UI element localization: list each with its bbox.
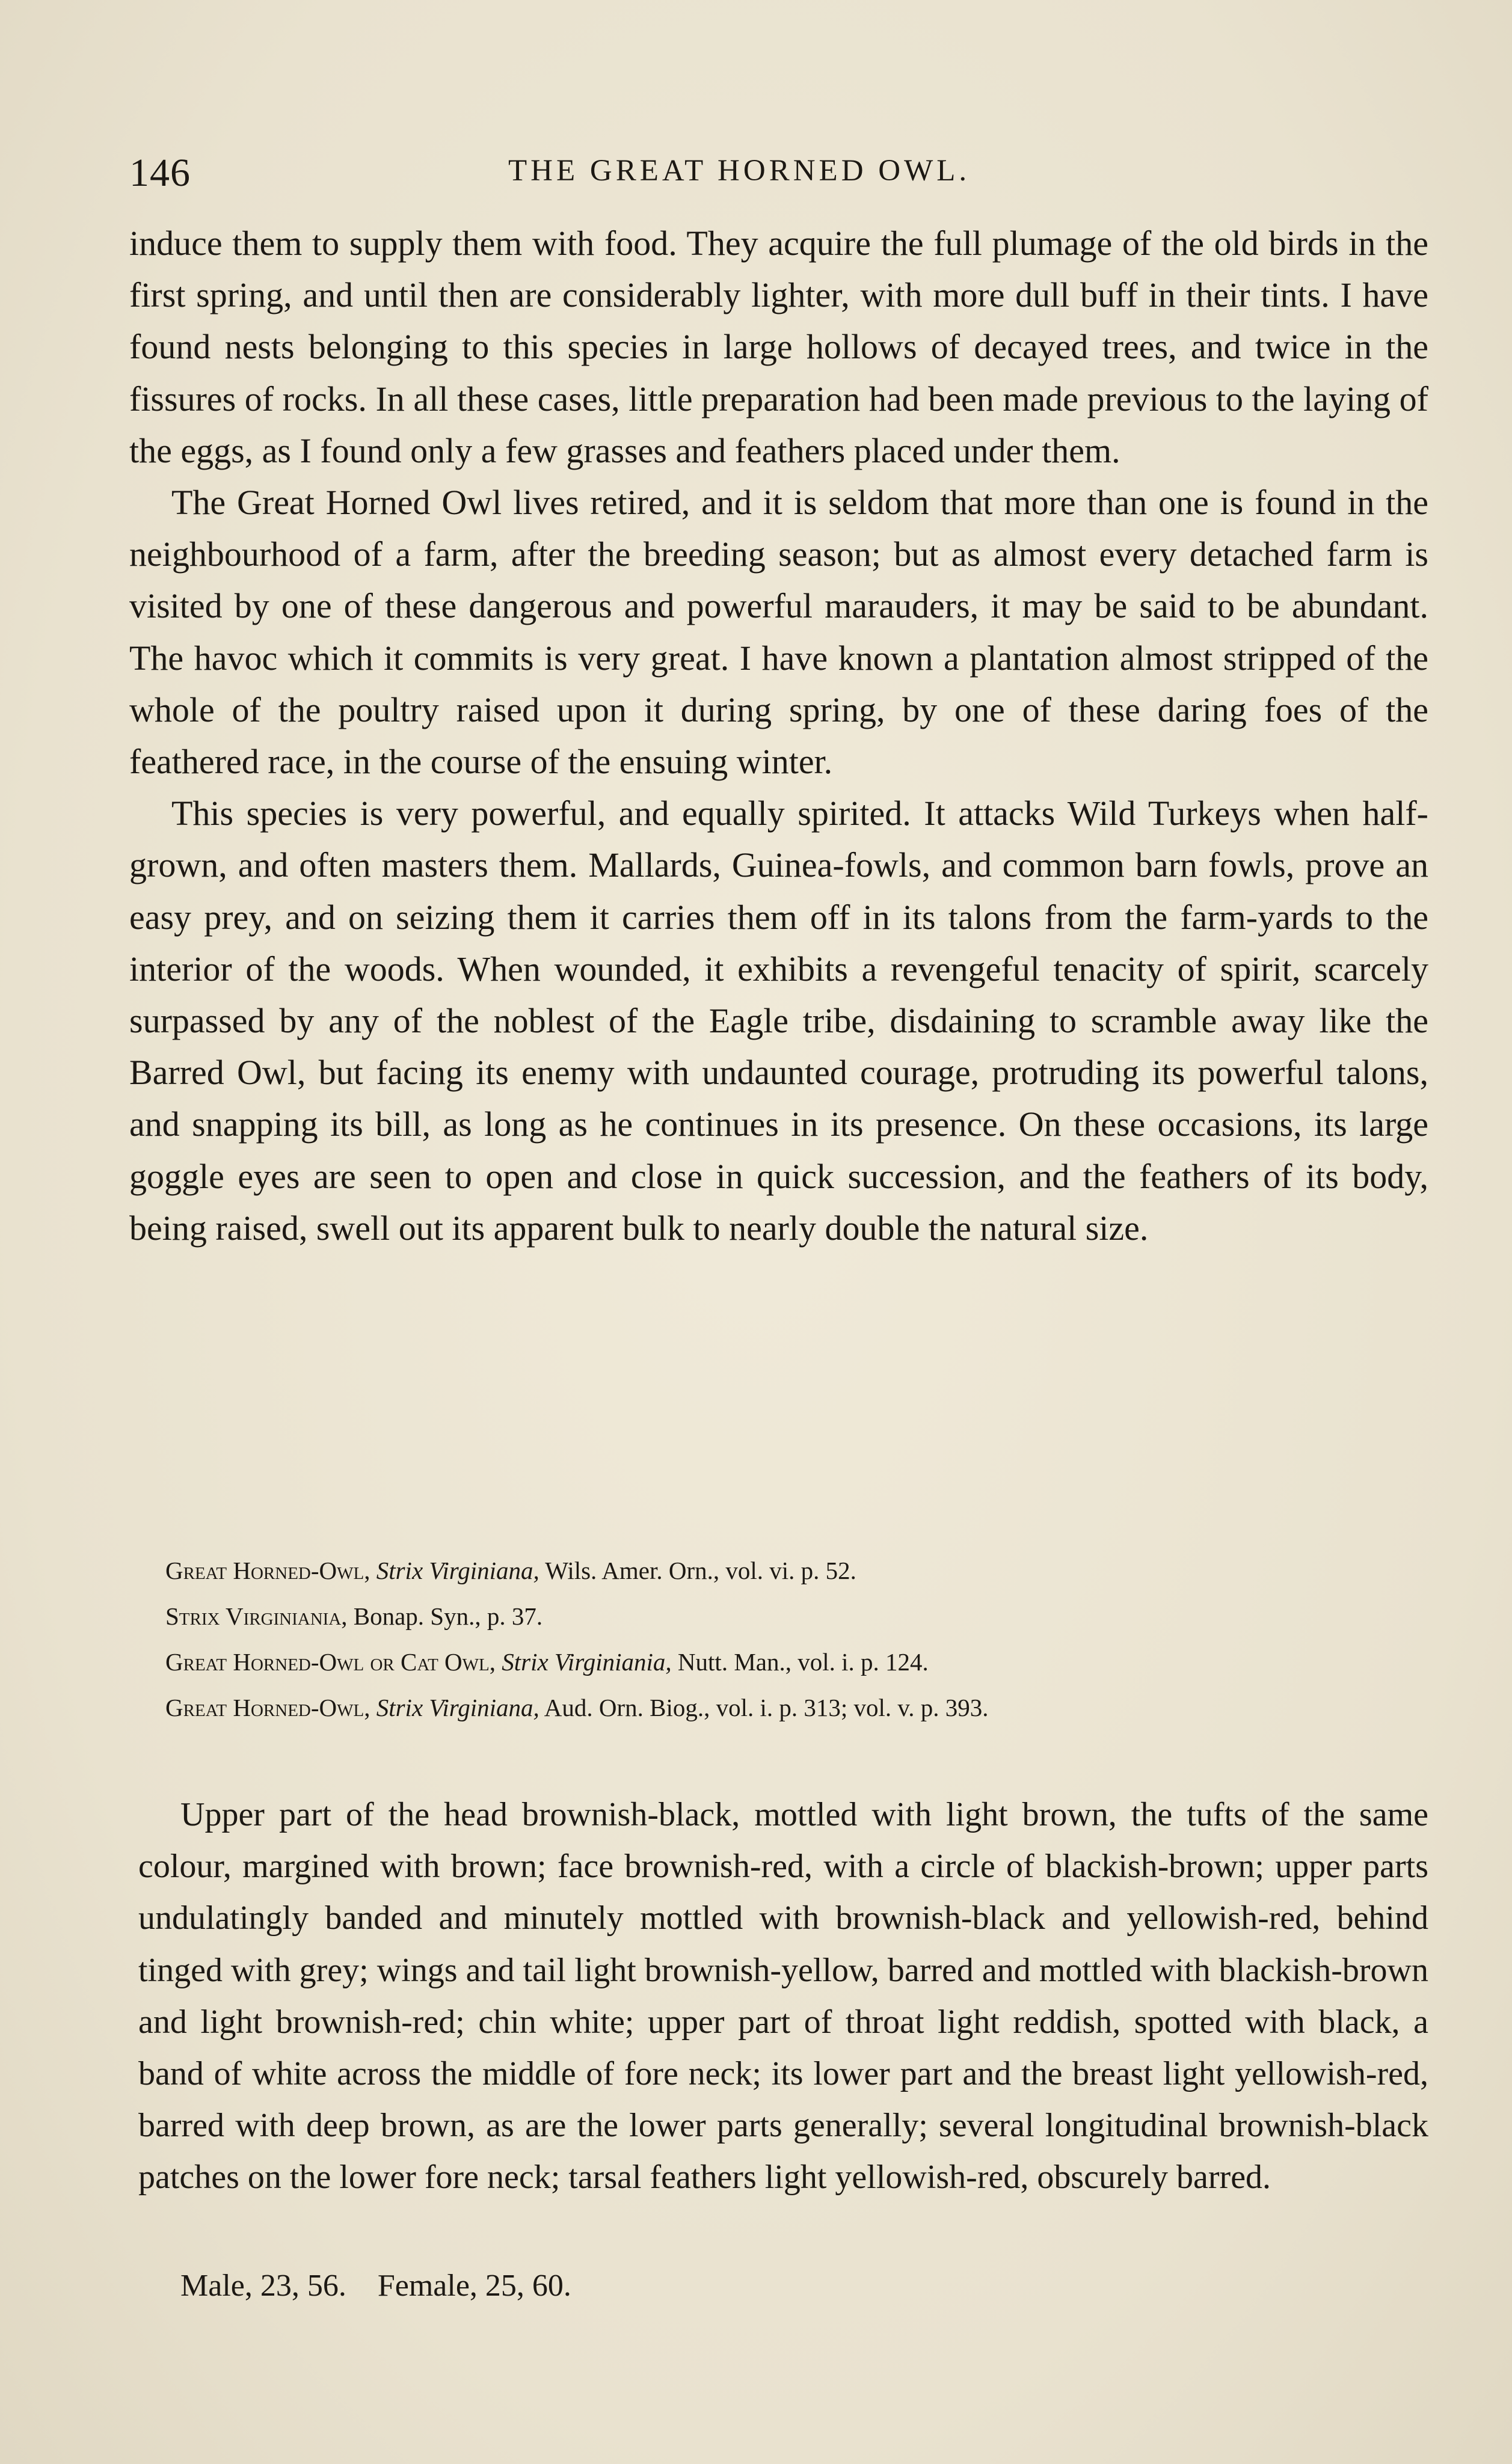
- synonym-entry: [165, 1639, 1428, 1685]
- synonym-latin: Strix Virginiana,: [376, 1557, 539, 1584]
- paragraph-habitat: The Great Horned Owl lives retired, and it is seldom that more than one is found in the neighbourhood of a farm, after the breeding season; but as almost every detached farm is visited by one of these dangerous and powerful marauders, it may be said to be abundant. The havoc which it commits is very great. I have known a plantation almost stripped of the whole of the poultry raised upon it during spring, by one of these daring foes of the feathered race, in the course of the ensuing winter.: [129, 483, 1428, 782]
- synonym-entry: [165, 1548, 1428, 1593]
- measurements: [180, 2268, 571, 2303]
- synonym-citation: Wils. Amer. Orn., vol. vi. p. 52.: [539, 1557, 856, 1584]
- synonym-citation: Bonap. Syn., p. 37.: [347, 1602, 543, 1630]
- paragraph-continuation: induce them to supply them with food. They acquire the full plumage of the old birds in the first spring, and until then are considerably lighter, with more dull buff in their tints. I have found nests belonging to this species in large hollows of decayed trees, and twice in the fissures of rocks. In all these cases, little preparation had been made previous to the laying of the eggs, as I found only a few grasses and feathers placed under them.: [129, 224, 1428, 470]
- synonym-entry: [165, 1685, 1428, 1730]
- main-text: [129, 218, 1428, 1254]
- page-number: 146: [129, 151, 191, 195]
- species-description: [138, 1789, 1428, 2204]
- synonym-name: Great Horned-Owl,: [165, 1694, 370, 1721]
- synonym-latin: Strix Virginiania,: [502, 1648, 672, 1676]
- paragraph-behaviour: This species is very powerful, and equally spirited. It attacks Wild Turkeys when half-grown, and often masters them. Mallards, Guinea-fowls, and common barn fowls, prove an easy prey, and on seizing them it carries them off in its talons from the farm-yards to the interior of the woods. When wounded, it exhibits a revengeful tenacity of spirit, scarcely surpassed by any of the noblest of the Eagle tribe, disdaining to scramble away like the Barred Owl, but facing its enemy with undaunted courage, protruding its powerful talons, and snapping its bill, as long as he continues in its presence. On these occasions, its large goggle eyes are seen to open and close in quick succession, and the feathers of its body, being raised, swell out its apparent bulk to nearly double the natural size.: [129, 794, 1428, 1248]
- running-head: THE GREAT HORNED OWL.: [508, 154, 971, 188]
- synonym-latin: Strix Virginiana,: [376, 1694, 539, 1721]
- synonymy-list: [165, 1548, 1428, 1730]
- synonym-citation: Nutt. Man., vol. i. p. 124.: [671, 1648, 929, 1676]
- synonym-citation: Aud. Orn. Biog., vol. i. p. 313; vol. v. p. 393.: [539, 1694, 989, 1721]
- synonym-entry: [165, 1593, 1428, 1639]
- page-header: [129, 150, 1428, 204]
- synonym-name: Great Horned-Owl or Cat Owl,: [165, 1648, 496, 1676]
- synonym-name: Strix Virginiania,: [165, 1602, 348, 1630]
- synonym-name: Great Horned-Owl,: [165, 1557, 370, 1584]
- female-measurements: Female, 25, 60.: [377, 2269, 571, 2303]
- male-measurements: Male, 23, 56.: [180, 2269, 346, 2303]
- description-text: Upper part of the head brownish-black, mottled with light brown, the tufts of the same colour, margined with brown; face brownish-red, with a circle of blackish-brown; upper parts undulatingly banded and minutely mottled with brownish-black and yellowish-red, behind tinged with grey; wings and tail light brownish-yellow, barred and mottled with blackish-brown and light brownish-red; chin white; upper part of throat light reddish, spotted with black, a band of white across the middle of fore neck; its lower part and the breast light yellowish-red, barred with deep brown, as are the lower parts generally; several longitudinal brownish-black patches on the lower fore neck; tarsal feathers light yellowish-red, obscurely barred.: [138, 1796, 1428, 2196]
